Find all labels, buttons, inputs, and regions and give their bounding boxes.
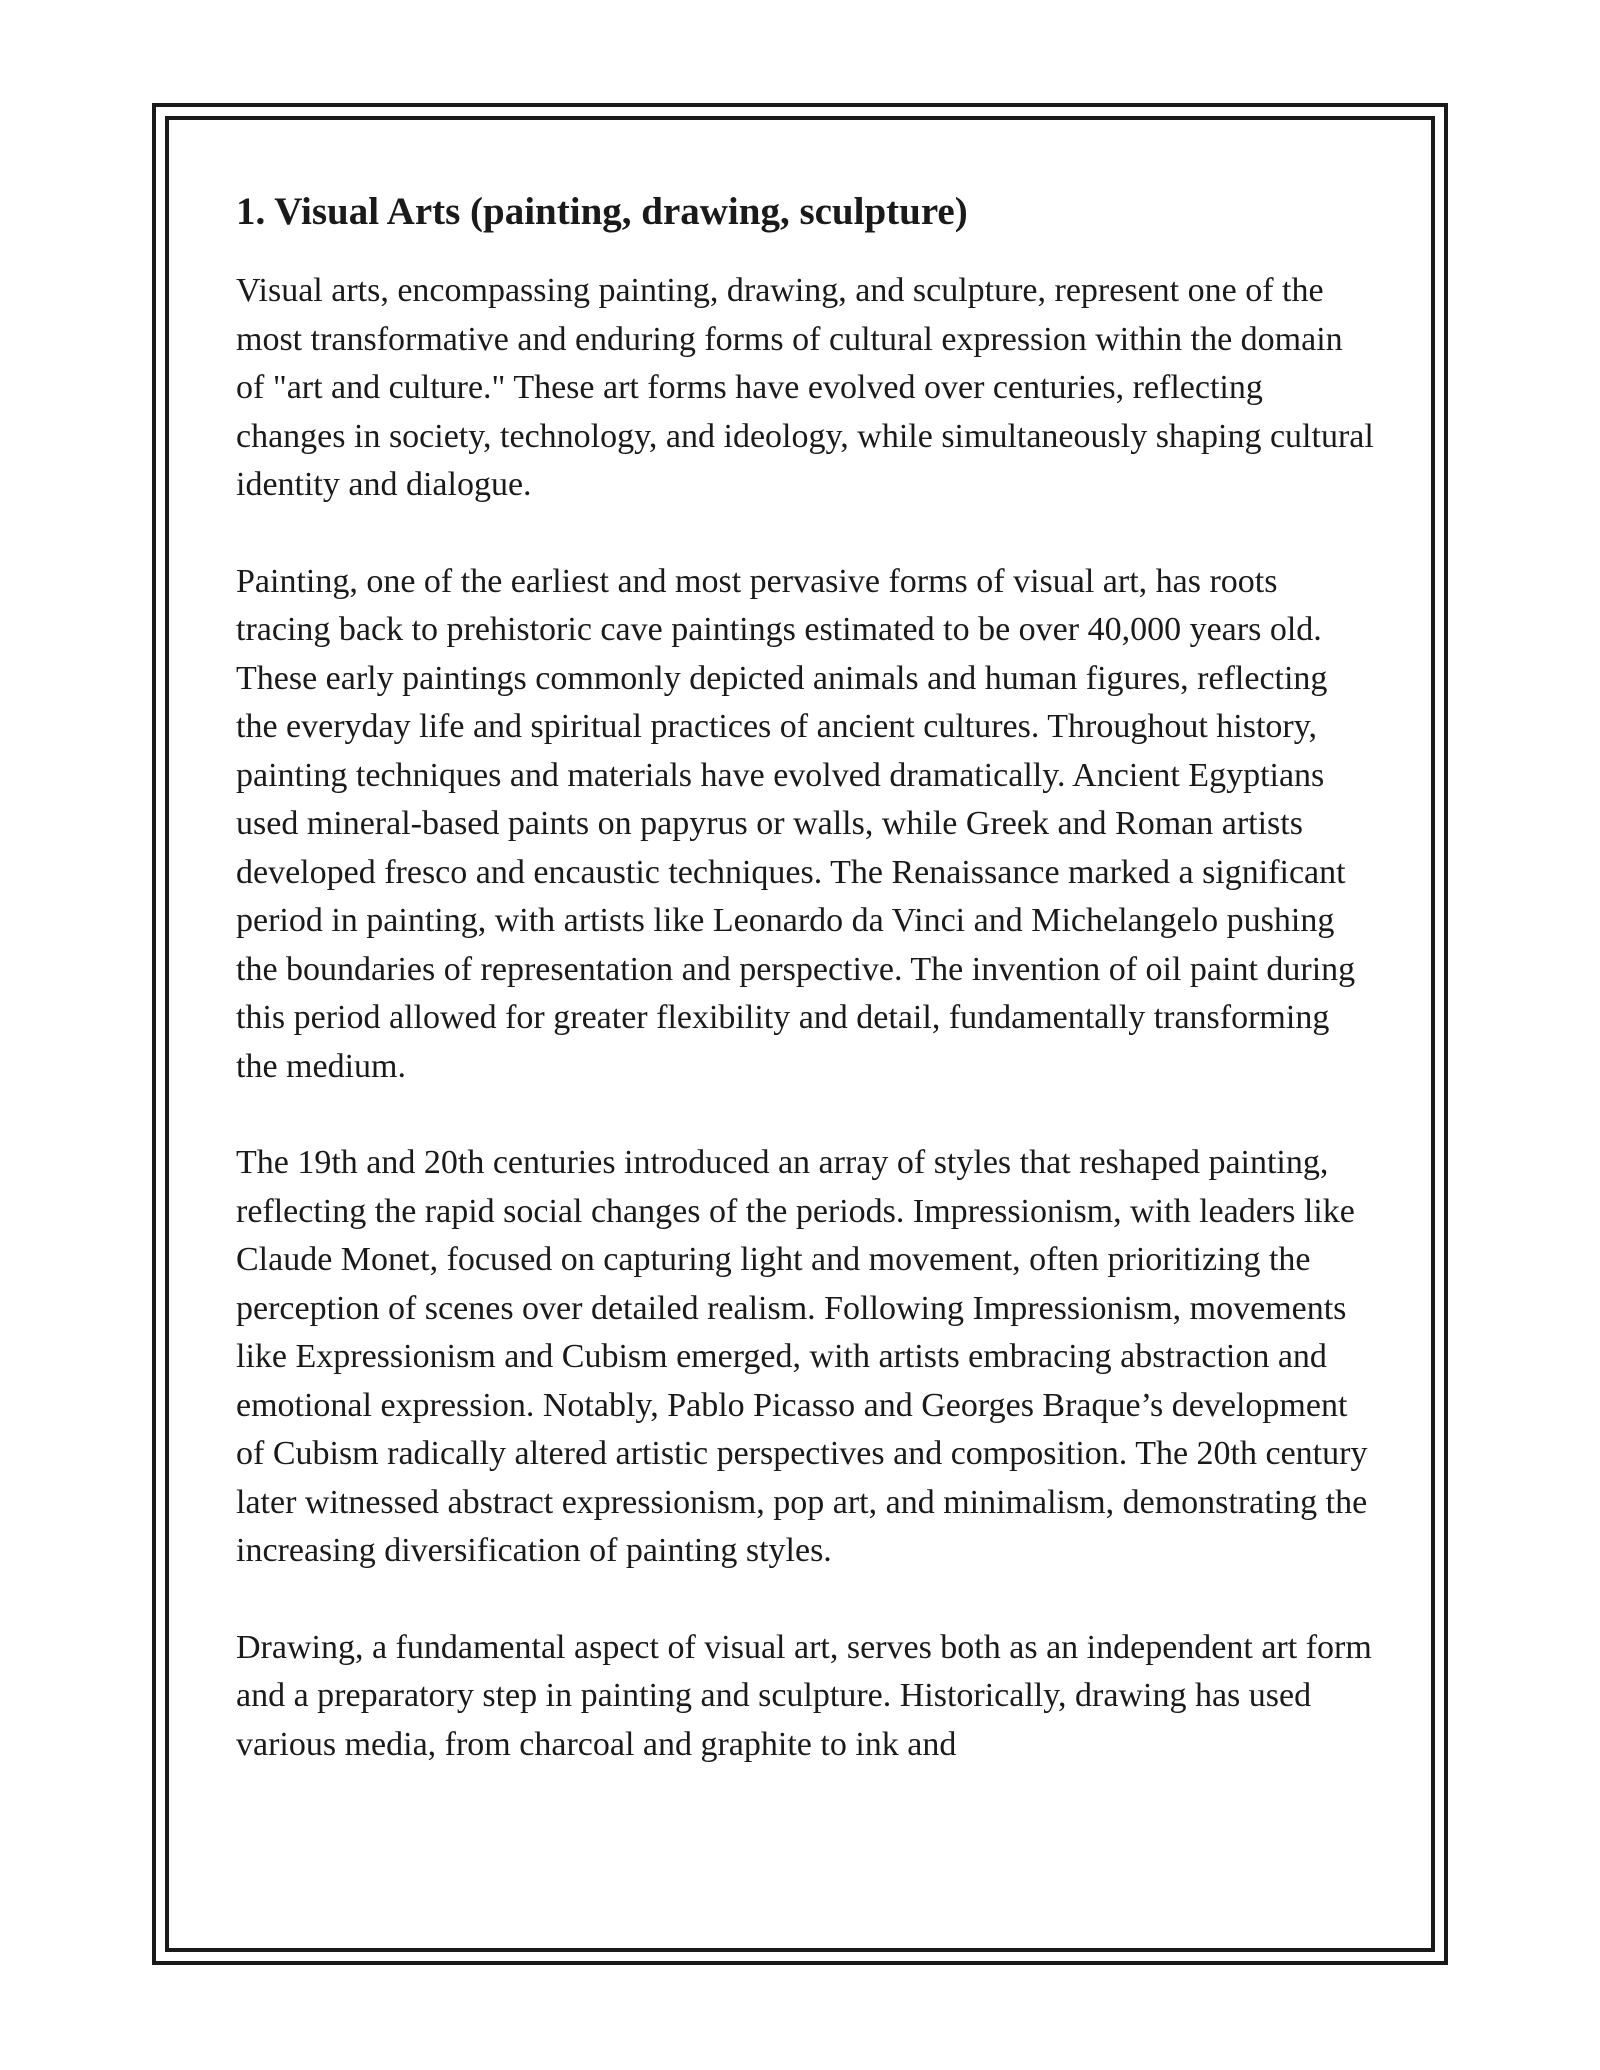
paragraph-drawing: Drawing, a fundamental aspect of visual art, serves both as an independent art form and a preparatory step in painting and sculpture. Historically, drawing has used various media, from charcoal and graphite to ink and [236,1628,1372,1763]
document-body [236,185,1376,1769]
section-heading: 1. Visual Arts (painting, drawing, sculpture) [236,190,968,233]
paragraph-painting-history: Painting, one of the earliest and most pervasive forms of visual art, has roots tracing back to prehistoric cave paintings estimated to be over 40,000 years old. These early paintings commonly depicted animals and human figures, reflecting the everyday life and spiritual practices of ancient cultures. Throughout history, painting techniques and materials have evolved dramatically. Ancient Egyptians used mineral-based paints on papyrus or walls, while Greek and Roman artists developed fresco and encaustic techniques. The Renaissance marked a significant period in painting, with artists like Leonardo da Vinci and Michelangelo pushing the boundaries of representation and perspective. The invention of oil paint during this period allowed for greater flexibility and detail, fundamentally transforming the medium. [236,562,1356,1085]
paragraph-intro: Visual arts, encompassing painting, drawing, and sculpture, represent one of the most transformative and enduring forms of cultural expression within the domain of "art and culture." These art forms have evolved over centuries, reflecting changes in society, technology, and ideology, while simultaneously shaping cultural identity and dialogue. [236,272,1374,503]
paragraph-modern-painting: The 19th and 20th centuries introduced an array of styles that reshaped painting, reflecting the rapid social changes of the periods. Impressionism, with leaders like Claude Monet, focused on capturing light and movement, often prioritizing the perception of scenes over detailed realism. Following Impressionism, movements like Expressionism and Cubism emerged, with artists embracing abstraction and emotional expression. Notably, Pablo Picasso and Georges Braque’s development of Cubism radically altered artistic perspectives and composition. The 20th century later witnessed abstract expressionism, pop art, and minimalism, demonstrating the increasing diversification of painting styles. [236,1144,1368,1569]
